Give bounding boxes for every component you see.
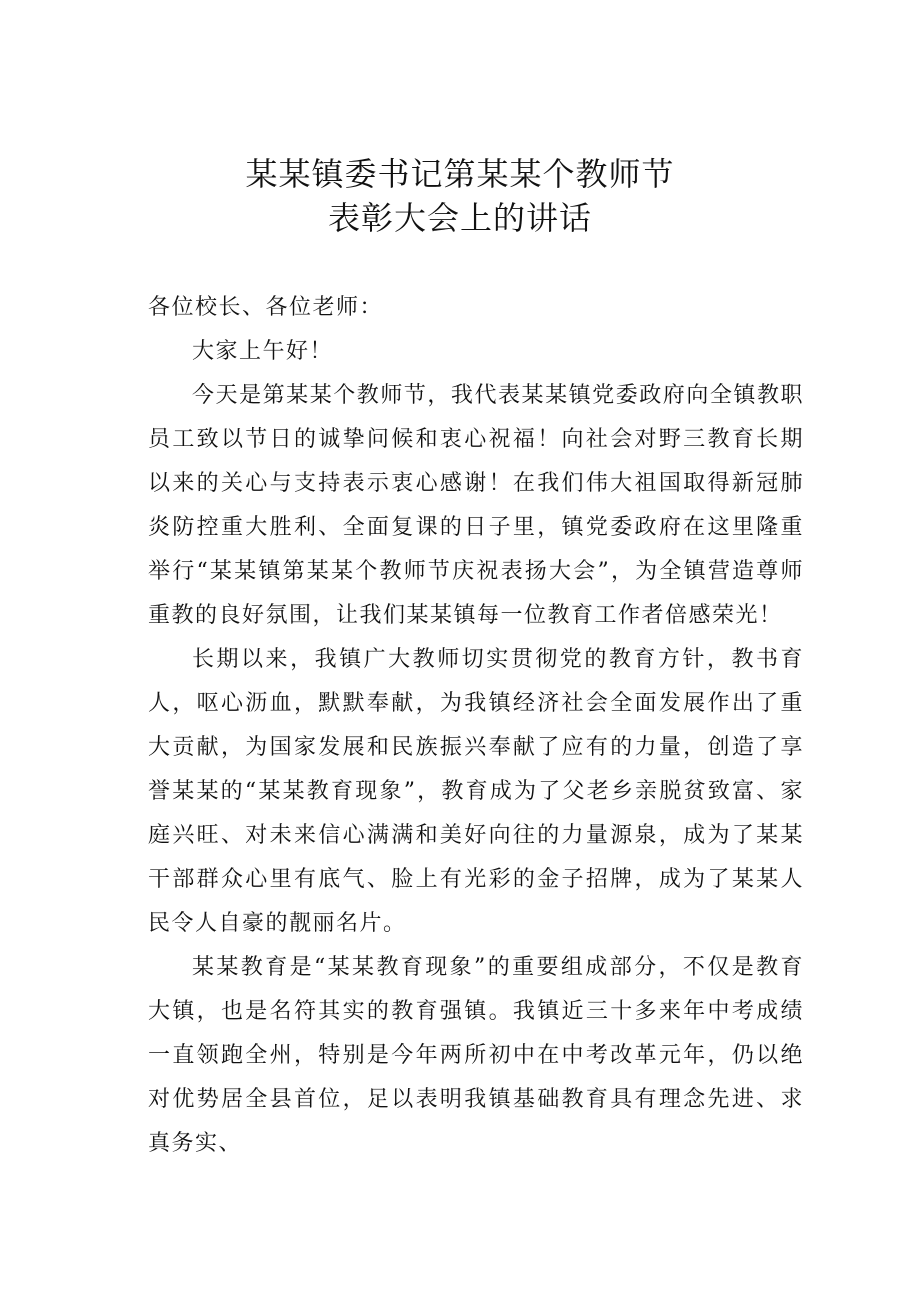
document-title [0, 152, 920, 240]
paragraph-1: 今天是第某某个教师节，我代表某某镇党委政府向全镇教职员工致以节日的诚挚问候和衷心祝福！向社会对野三教育长期以来的关心与支持表示衷心感谢！在我们伟大祖国取得新冠肺炎防控重大胜利、全面复课的日子里，镇党委政府在这里隆重举行“某某镇第某某个教师节庆祝表扬大会”，为全镇营造尊师重教的良好氛围，让我们某某镇每一位教育工作者倍感荣光！ [148, 383, 804, 628]
paragraph-greeting: 大家上午好！ [192, 339, 334, 364]
salutation: 各位校长、各位老师： [148, 295, 384, 320]
title-line-1: 某某镇委书记第某某个教师节 [245, 155, 675, 193]
title-line-2: 表彰大会上的讲话 [327, 199, 592, 237]
paragraph-2: 长期以来，我镇广大教师切实贯彻党的教育方针，教书育人，呕心沥血，默默奉献，为我镇经济社会全面发展作出了重大贡献，为国家发展和民族振兴奉献了应有的力量，创造了享誉某某的“某某教育现象”，教育成为了父老乡亲脱贫致富、家庭兴旺、对未来信心满满和美好向往的力量源泉，成为了某某干部群众心里有底气、脸上有光彩的金子招牌，成为了某某人民令人自豪的靓丽名片。 [148, 647, 804, 936]
paragraph-3: 某某教育是“某某教育现象”的重要组成部分，不仅是教育大镇，也是名符其实的教育强镇。我镇近三十多来年中考成绩一直领跑全州，特别是今年两所初中在中考改革元年，仍以绝对优势居全县首位，足以表明我镇基础教育具有理念先进、求真务实、 [148, 955, 804, 1156]
document-body [148, 286, 804, 1166]
